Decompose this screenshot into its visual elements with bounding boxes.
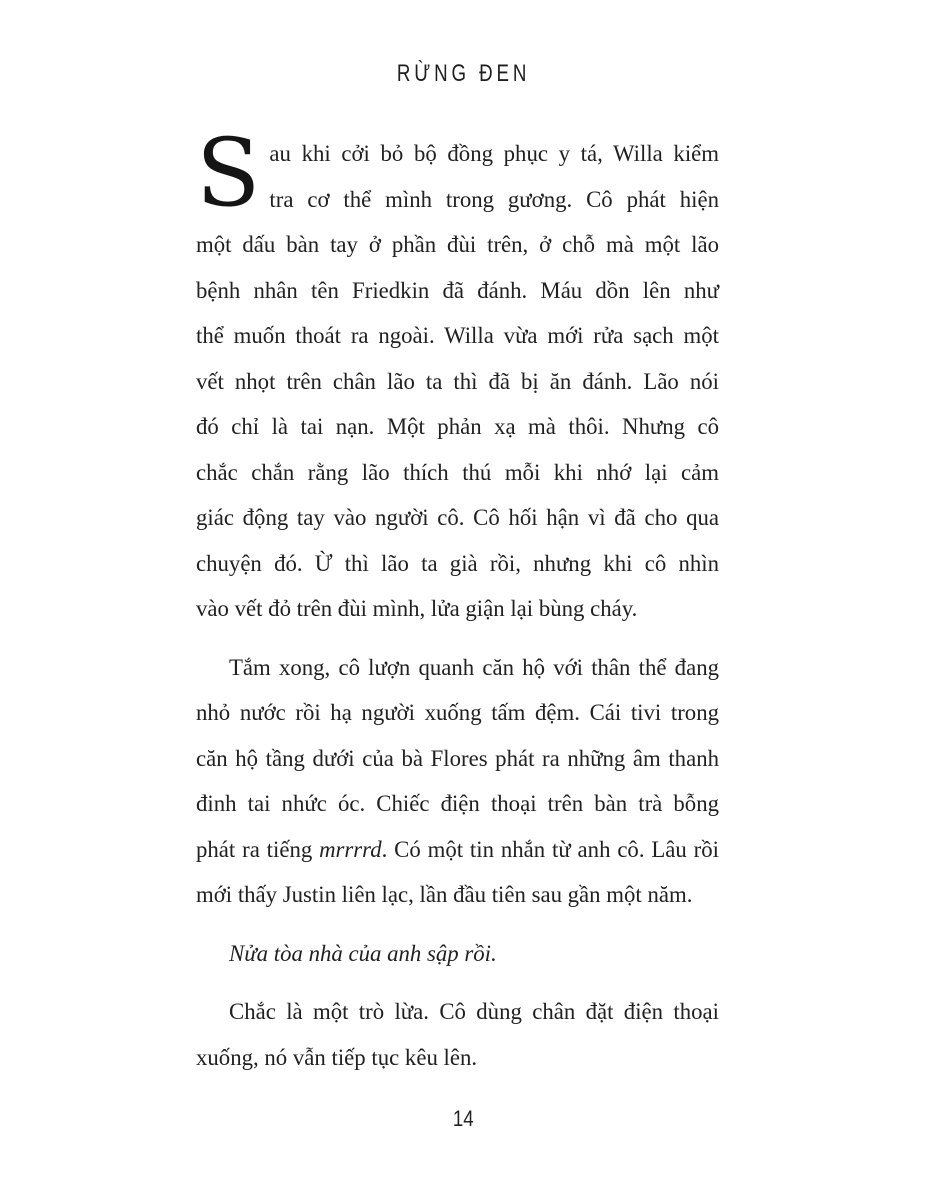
text-block [196,119,719,1080]
text-line: bệnh nhân tên Friedkin đã đánh. Máu dồn lên như [196,277,719,303]
italic-message-line: Nửa tòa nhà của anh sập rồi. [229,940,497,966]
paragraph-1 [196,119,719,632]
paragraph-4 [196,989,719,1080]
text-segment: . Có một tin nhắn từ anh cô. Lâu rồi [381,836,719,862]
page-number-text: 14 [453,1106,474,1131]
book-title: RỪNG ĐEN [396,60,531,87]
text-line: chắc chắn rằng lão thích thú mỗi khi nhớ lại cảm [196,459,719,485]
page-number [0,1106,927,1132]
text-line: au khi cởi bỏ bộ đồng phục y tá, Willa kiểm [269,141,719,166]
paragraph-3 [196,931,719,977]
text-line: nhỏ nước rồi hạ người xuống tấm đệm. Cái tivi trong [196,700,719,725]
text-segment: phát ra tiếng [196,836,320,862]
paragraph-2 [196,645,719,918]
text-line: giác động tay vào người cô. Cô hối hận vì đã cho qua [196,505,719,530]
drop-cap: S [196,119,261,228]
text-line: đinh tai nhức óc. Chiếc điện thoại trên bàn trà bỗng [196,791,719,816]
text-line: thể muốn thoát ra ngoài. Willa vừa mới rửa sạch một [196,323,719,348]
text-line: Chắc là một trò lừa. Cô dùng chân đặt điện thoại [229,999,719,1024]
text-line: xuống, nó vẫn tiếp tục kêu lên. [196,1044,478,1070]
text-line: vào vết đỏ trên đùi mình, lửa giận lại bùng cháy. [196,596,638,621]
text-line: căn hộ tầng dưới của bà Flores phát ra những âm thanh [196,745,719,771]
text-line: mới thấy Justin liên lạc, lần đầu tiên sau gần một năm. [196,882,693,907]
text-line: vết nhọt trên chân lão ta thì đã bị ăn đánh. Lão nói [196,368,719,394]
text-line: một dấu bàn tay ở phần đùi trên, ở chỗ mà một lão [196,232,719,257]
text-line: chuyện đó. Ừ thì lão ta già rồi, nhưng khi cô nhìn [196,550,719,576]
text-line: tra cơ thể mình trong gương. Cô phát hiện [269,186,719,212]
running-header [0,60,927,88]
text-line-mixed [196,827,719,873]
text-line: đó chỉ là tai nạn. Một phản xạ mà thôi. Nhưng cô [196,414,719,439]
italic-sound-word: mrrrrd [319,836,382,862]
text-line: Tắm xong, cô lượn quanh căn hộ với thân thể đang [229,654,719,680]
